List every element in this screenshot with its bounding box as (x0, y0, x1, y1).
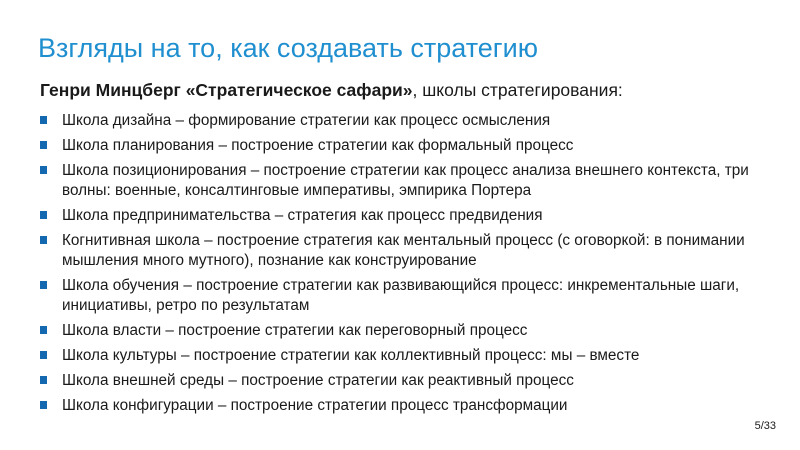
bullet-text: Школа предпринимательства – стратегия как процесс предвидения (62, 207, 543, 224)
square-bullet-icon (40, 236, 47, 244)
bullet-item (40, 136, 770, 156)
bullet-item (40, 276, 770, 316)
bullet-item (40, 161, 770, 201)
bullet-text: Школа культуры – построение стратегии как коллективный процесс: мы – вместе (62, 347, 640, 364)
square-bullet-icon (40, 166, 47, 174)
schools-bullet-list (40, 111, 770, 421)
page-number: 5/33 (754, 420, 776, 432)
bullet-item (40, 346, 770, 366)
square-bullet-icon (40, 281, 47, 289)
bullet-text: Школа конфигурации – построение стратегии процесс трансформации (62, 397, 568, 414)
square-bullet-icon (40, 376, 47, 384)
bullet-item (40, 206, 770, 226)
bullet-text: Школа дизайна – формирование стратегии как процесс осмысления (62, 112, 551, 129)
subtitle-rest: , школы стратегирования: (412, 80, 623, 100)
square-bullet-icon (40, 211, 47, 219)
square-bullet-icon (40, 326, 47, 334)
slide-title: Взгляды на то, как создавать стратегию (38, 33, 538, 63)
bullet-text: Школа обучения – построение стратегии как развивающийся процесс: инкрементальные шаги, инициативы, ретро по результатам (62, 277, 740, 314)
bullet-text: Когнитивная школа – построение стратегия как ментальный процесс (с оговоркой: в понимании мышления много мутного), познание как конструирование (62, 232, 745, 269)
square-bullet-icon (40, 351, 47, 359)
bullet-item (40, 321, 770, 341)
square-bullet-icon (40, 116, 47, 124)
bullet-item (40, 111, 770, 131)
bullet-text: Школа позиционирования – построение стратегии как процесс анализа внешнего контекста, три волны: военные, консалтинговые императивы, эмпирика Портера (62, 162, 749, 199)
bullet-text: Школа планирования – построение стратегии как формальный процесс (62, 137, 574, 154)
bullet-item (40, 231, 770, 271)
bullet-item (40, 371, 770, 391)
subtitle-author-book: Генри Минцберг «Стратегическое сафари» (40, 80, 413, 100)
square-bullet-icon (40, 401, 47, 409)
slide-subtitle (40, 80, 623, 101)
bullet-text: Школа власти – построение стратегии как переговорный процесс (62, 322, 528, 339)
square-bullet-icon (40, 141, 47, 149)
bullet-item (40, 396, 770, 416)
bullet-text: Школа внешней среды – построение стратегии как реактивный процесс (62, 372, 574, 389)
